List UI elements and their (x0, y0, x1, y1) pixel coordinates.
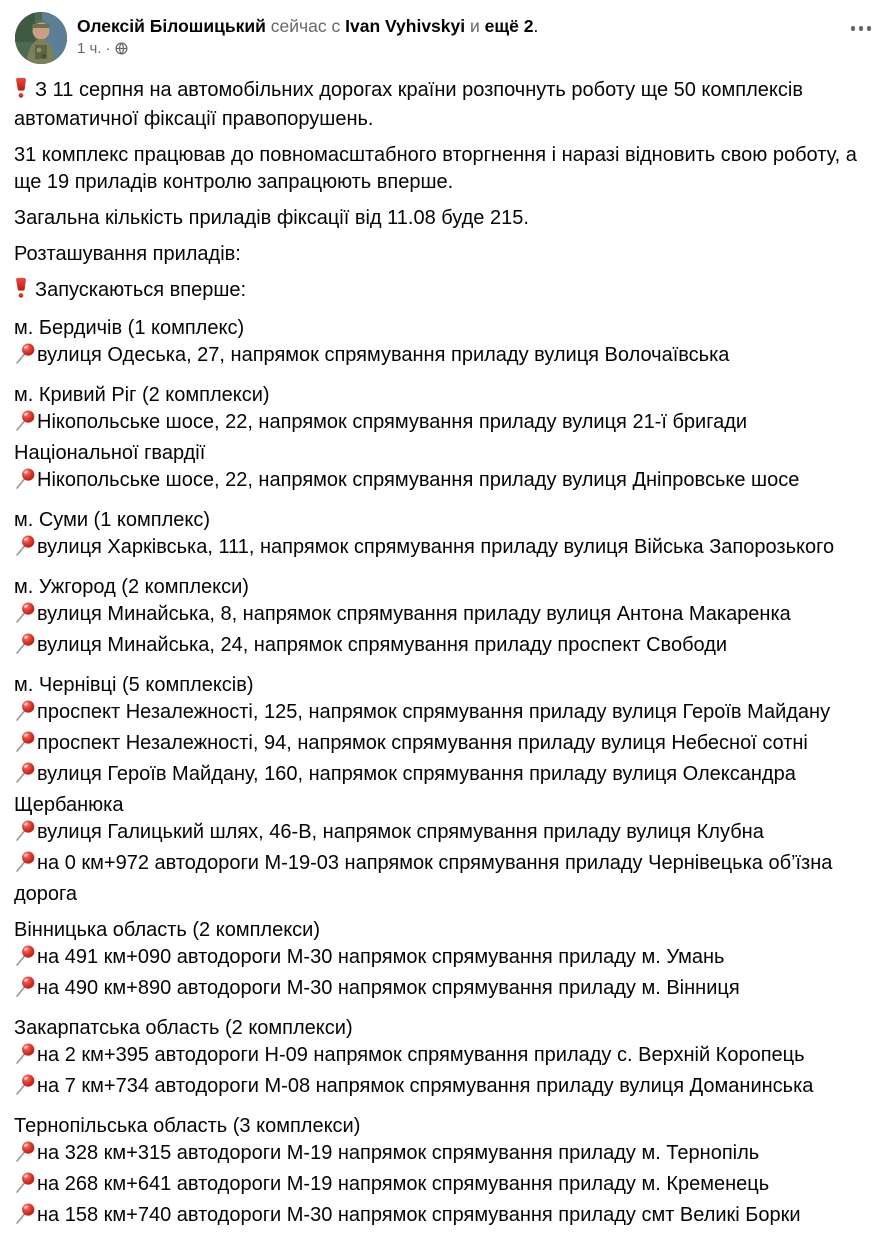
post-paragraph (14, 277, 875, 306)
location-section (14, 1015, 875, 1104)
pushpin-icon (14, 761, 36, 792)
section-heading: м. Кривий Ріг (2 комплекси) (14, 384, 270, 406)
pushpin-icon (14, 467, 36, 498)
location-item (14, 761, 875, 819)
location-section (14, 574, 875, 663)
location-text: Нікопольське шосе, 22, напрямок спрямування приладу вулиця Дніпровське шосе (37, 469, 800, 491)
location-item (14, 1171, 875, 1202)
pushpin-icon (14, 534, 36, 565)
exclamation-icon (14, 77, 28, 106)
globe-icon (115, 42, 128, 55)
tagged-friend[interactable]: Ivan Vyhivskyi (345, 16, 466, 36)
post-header (0, 10, 893, 64)
pushpin-icon (14, 1073, 36, 1104)
pushpin-icon (14, 730, 36, 761)
location-item (14, 467, 875, 498)
pushpin-icon (14, 1042, 36, 1073)
section-heading: м. Ужгород (2 комплекси) (14, 576, 249, 598)
paragraph-text: З 11 серпня на автомобільних дорогах країни розпочнуть роботу ще 50 комплексів автоматичної фіксації правопорушень. (14, 79, 803, 130)
location-text: вулиця Минайська, 8, напрямок спрямування приладу вулиця Антона Макаренка (37, 603, 791, 625)
location-item (14, 730, 875, 761)
name-line (77, 15, 845, 37)
pushpin-icon (14, 1202, 36, 1233)
post-paragraph (14, 241, 875, 268)
location-text: проспект Незалежності, 94, напрямок спрямування приладу вулиця Небесної сотні (37, 732, 808, 754)
pushpin-icon (14, 699, 36, 730)
location-text: на 158 км+740 автодороги М-30 напрямок спрямування приладу смт Великі Борки (37, 1204, 801, 1226)
location-text: на 0 км+972 автодороги М-19-03 напрямок спрямування приладу Чернівецька об’їзна дорога (14, 852, 833, 905)
post-paragraph (14, 77, 875, 133)
location-text: на 491 км+090 автодороги М-30 напрямок спрямування приладу м. Умань (37, 946, 725, 968)
author-name[interactable]: Олексій Білошицький (77, 16, 266, 36)
location-item (14, 975, 875, 1006)
location-item (14, 1202, 875, 1233)
location-text: вулиця Галицький шлях, 46-В, напрямок спрямування приладу вулиця Клубна (37, 821, 764, 843)
location-section (14, 1113, 875, 1233)
timestamp[interactable]: 1 ч. (77, 40, 102, 57)
pushpin-icon (14, 409, 36, 440)
section-heading: м. Бердичів (1 комплекс) (14, 317, 245, 339)
header-meta (77, 12, 845, 57)
separator: · (105, 40, 111, 57)
location-text: вулиця Героїв Майдану, 160, напрямок спрямування приладу вулиця Олександра Щербанюка (14, 763, 796, 816)
location-item (14, 632, 875, 663)
paragraph-text: 31 комплекс працював до повномасштабного вторгнення і наразі відновить свою роботу, а ще 19 приладів контролю запрацюють вперше. (14, 144, 857, 193)
period: . (533, 16, 539, 36)
location-item (14, 819, 875, 850)
section-heading: м. Суми (1 комплекс) (14, 509, 211, 531)
location-item (14, 534, 875, 565)
post-paragraph (14, 205, 875, 232)
location-section (14, 382, 875, 498)
location-text: вулиця Минайська, 24, напрямок спрямування приладу проспект Свободи (37, 634, 728, 656)
location-item (14, 850, 875, 908)
section-heading: Закарпатська область (2 комплекси) (14, 1017, 353, 1039)
time-line (77, 40, 845, 57)
location-item (14, 699, 875, 730)
avatar[interactable] (15, 12, 67, 64)
location-text: вулиця Одеська, 27, напрямок спрямування приладу вулиця Волочаївська (37, 344, 730, 366)
pushpin-icon (14, 342, 36, 373)
paragraph-text: Розташування приладів: (14, 243, 241, 265)
section-heading: Тернопільська область (3 комплекси) (14, 1115, 361, 1137)
location-item (14, 944, 875, 975)
location-text: на 490 км+890 автодороги М-30 напрямок спрямування приладу м. Вінниця (37, 977, 740, 999)
location-item (14, 342, 875, 373)
location-item (14, 1073, 875, 1104)
location-section (14, 507, 875, 565)
pushpin-icon (14, 1140, 36, 1171)
more-options-button[interactable] (845, 16, 878, 41)
location-section (14, 672, 875, 908)
location-text: на 328 км+315 автодороги М-19 напрямок спрямування приладу м. Тернопіль (37, 1142, 760, 1164)
location-text: на 268 км+641 автодороги М-19 напрямок спрямування приладу м. Кременець (37, 1173, 770, 1195)
location-text: вулиця Харківська, 111, напрямок спрямування приладу вулиця Війська Запорозького (37, 536, 835, 558)
location-section (14, 315, 875, 373)
paragraph-text: Загальна кількість приладів фіксації від 11.08 буде 215. (14, 207, 529, 229)
pushpin-icon (14, 1171, 36, 1202)
location-item (14, 1042, 875, 1073)
location-section (14, 917, 875, 1006)
and-word: и (470, 16, 480, 36)
post-paragraph (14, 142, 875, 196)
pushpin-icon (14, 850, 36, 881)
location-text: на 7 км+734 автодороги М-08 напрямок спрямування приладу вулиця Доманинська (37, 1075, 814, 1097)
context-text: сейчас с (270, 16, 341, 36)
section-heading: м. Чернівці (5 комплексів) (14, 674, 254, 696)
paragraph-text: Запускаються вперше: (35, 279, 247, 301)
exclamation-icon (14, 277, 28, 306)
location-text: проспект Незалежності, 125, напрямок спрямування приладу вулиця Героїв Майдану (37, 701, 831, 723)
location-item (14, 409, 875, 467)
section-heading: Вінницька область (2 комплекси) (14, 919, 321, 941)
pushpin-icon (14, 944, 36, 975)
pushpin-icon (14, 975, 36, 1006)
pushpin-icon (14, 632, 36, 663)
location-text: на 2 км+395 автодороги Н-09 напрямок спрямування приладу с. Верхній Коропець (37, 1044, 805, 1066)
pushpin-icon (14, 601, 36, 632)
others-link[interactable]: ещё 2 (484, 16, 534, 36)
location-text: Нікопольське шосе, 22, напрямок спрямування приладу вулиця 21-ї бригади Національної гвардії (14, 411, 748, 464)
location-item (14, 601, 875, 632)
pushpin-icon (14, 819, 36, 850)
location-item (14, 1140, 875, 1171)
post-body (0, 64, 893, 1233)
